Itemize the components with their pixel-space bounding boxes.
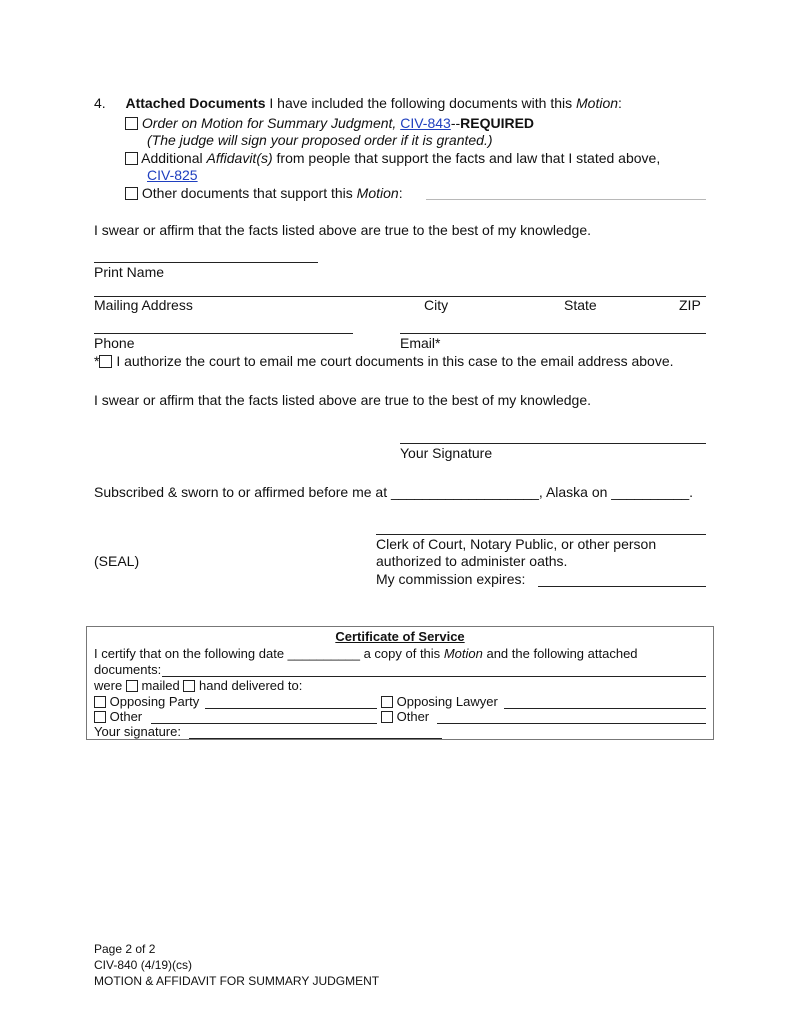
clerk-signature-field[interactable] bbox=[376, 534, 706, 535]
opposing-lawyer-option bbox=[381, 694, 498, 709]
opposing-lawyer-label: Opposing Lawyer bbox=[396, 694, 498, 709]
affidavit-checkbox[interactable] bbox=[125, 152, 138, 165]
certificate-title: Certificate of Service bbox=[335, 629, 465, 644]
section-intro-motion: Motion bbox=[576, 95, 619, 111]
other-left-option bbox=[94, 709, 142, 724]
city-label: City bbox=[424, 297, 449, 313]
seal-label: (SEAL) bbox=[94, 553, 140, 569]
other-left-checkbox[interactable] bbox=[94, 711, 106, 723]
order-note: (The judge will sign your proposed order if it is granted.) bbox=[147, 132, 493, 148]
certificate-of-service bbox=[86, 626, 714, 740]
opposing-lawyer-field[interactable] bbox=[504, 708, 706, 709]
commission-expires-field[interactable] bbox=[538, 586, 706, 587]
zip-label: ZIP bbox=[679, 297, 701, 313]
swear-statement-1: I swear or affirm that the facts listed above are true to the best of my knowledge. bbox=[94, 222, 591, 238]
state-label: State bbox=[564, 297, 597, 313]
required-star: * bbox=[94, 353, 100, 369]
order-dashes: -- bbox=[450, 115, 461, 131]
mailed-checkbox[interactable] bbox=[126, 680, 138, 692]
order-label: Order on Motion for Summary Judgment, bbox=[141, 115, 397, 131]
opposing-lawyer-checkbox[interactable] bbox=[381, 696, 393, 708]
mailing-address-label: Mailing Address bbox=[94, 297, 193, 313]
section-intro: I have included the following documents with this bbox=[269, 95, 573, 111]
colon: : bbox=[398, 185, 403, 201]
section-title: Attached Documents bbox=[125, 95, 266, 111]
were-label: were bbox=[94, 678, 123, 693]
documents-label: documents: bbox=[94, 662, 162, 677]
email-authorization-checkbox[interactable] bbox=[99, 355, 112, 368]
delivery-method bbox=[94, 678, 302, 693]
print-name-field[interactable] bbox=[94, 262, 318, 263]
certificate-signature-label: Your signature: bbox=[94, 724, 181, 739]
clerk-line-2: authorized to administer oaths. bbox=[376, 553, 568, 569]
order-option bbox=[125, 115, 534, 132]
footer-page-number: Page 2 of 2 bbox=[94, 942, 156, 956]
certificate-line-1-b: and the following attached bbox=[486, 646, 638, 661]
signature-field[interactable] bbox=[400, 443, 706, 444]
section-number: 4. bbox=[94, 95, 106, 111]
certificate-signature-field[interactable] bbox=[189, 738, 442, 739]
other-right-field[interactable] bbox=[437, 723, 706, 724]
attached-documents-heading bbox=[94, 95, 622, 112]
footer-form-number: CIV-840 (4/19)(cs) bbox=[94, 958, 193, 972]
opposing-party-label: Opposing Party bbox=[109, 694, 200, 709]
hand-delivered-label: hand delivered to: bbox=[198, 678, 303, 693]
other-left-label: Other bbox=[109, 709, 143, 724]
certificate-line-1 bbox=[94, 646, 638, 661]
civ-825-link[interactable]: CIV-825 bbox=[147, 167, 198, 183]
civ-843-link[interactable]: CIV-843 bbox=[400, 115, 451, 131]
commission-expires-label: My commission expires: bbox=[376, 571, 526, 587]
sworn-statement: Subscribed & sworn to or affirmed before me at ___________________, Alaska on __________. bbox=[94, 484, 694, 500]
other-documents-field[interactable] bbox=[426, 199, 706, 200]
footer-form-title: MOTION & AFFIDAVIT FOR SUMMARY JUDGMENT bbox=[94, 974, 380, 988]
other-documents-label: Other documents that support this bbox=[141, 185, 353, 201]
email-authorization-text: I authorize the court to email me court documents in this case to the email address above. bbox=[116, 353, 674, 369]
mailed-label: mailed bbox=[141, 678, 180, 693]
your-signature-label: Your Signature bbox=[400, 445, 493, 461]
opposing-party-checkbox[interactable] bbox=[94, 696, 106, 708]
order-checkbox[interactable] bbox=[125, 117, 138, 130]
email-label: Email* bbox=[400, 335, 441, 351]
other-documents-option bbox=[125, 185, 403, 202]
other-right-option bbox=[381, 709, 429, 724]
other-right-checkbox[interactable] bbox=[381, 711, 393, 723]
affidavit-option bbox=[125, 150, 660, 167]
clerk-line-1: Clerk of Court, Notary Public, or other person bbox=[376, 536, 657, 552]
certificate-line-1-a: I certify that on the following date __________ a copy of this bbox=[94, 646, 441, 661]
other-left-field[interactable] bbox=[151, 723, 377, 724]
affidavit-label-italic: Affidavit(s) bbox=[206, 150, 273, 166]
phone-label: Phone bbox=[94, 335, 135, 351]
documents-field[interactable] bbox=[162, 676, 706, 677]
swear-statement-2: I swear or affirm that the facts listed above are true to the best of my knowledge. bbox=[94, 392, 591, 408]
hand-delivered-checkbox[interactable] bbox=[183, 680, 195, 692]
required-label: REQUIRED bbox=[460, 115, 535, 131]
email-authorization bbox=[94, 353, 674, 370]
phone-field[interactable] bbox=[94, 333, 353, 334]
opposing-party-option bbox=[94, 694, 199, 709]
email-field[interactable] bbox=[400, 333, 706, 334]
affidavit-label-post: from people that support the facts and law that I stated above, bbox=[276, 150, 661, 166]
other-documents-checkbox[interactable] bbox=[125, 187, 138, 200]
other-right-label: Other bbox=[396, 709, 430, 724]
print-name-label: Print Name bbox=[94, 264, 165, 280]
affidavit-label-pre: Additional bbox=[141, 150, 203, 166]
other-documents-motion: Motion bbox=[356, 185, 399, 201]
certificate-motion: Motion bbox=[443, 646, 483, 661]
opposing-party-field[interactable] bbox=[205, 708, 377, 709]
colon: : bbox=[618, 95, 622, 111]
